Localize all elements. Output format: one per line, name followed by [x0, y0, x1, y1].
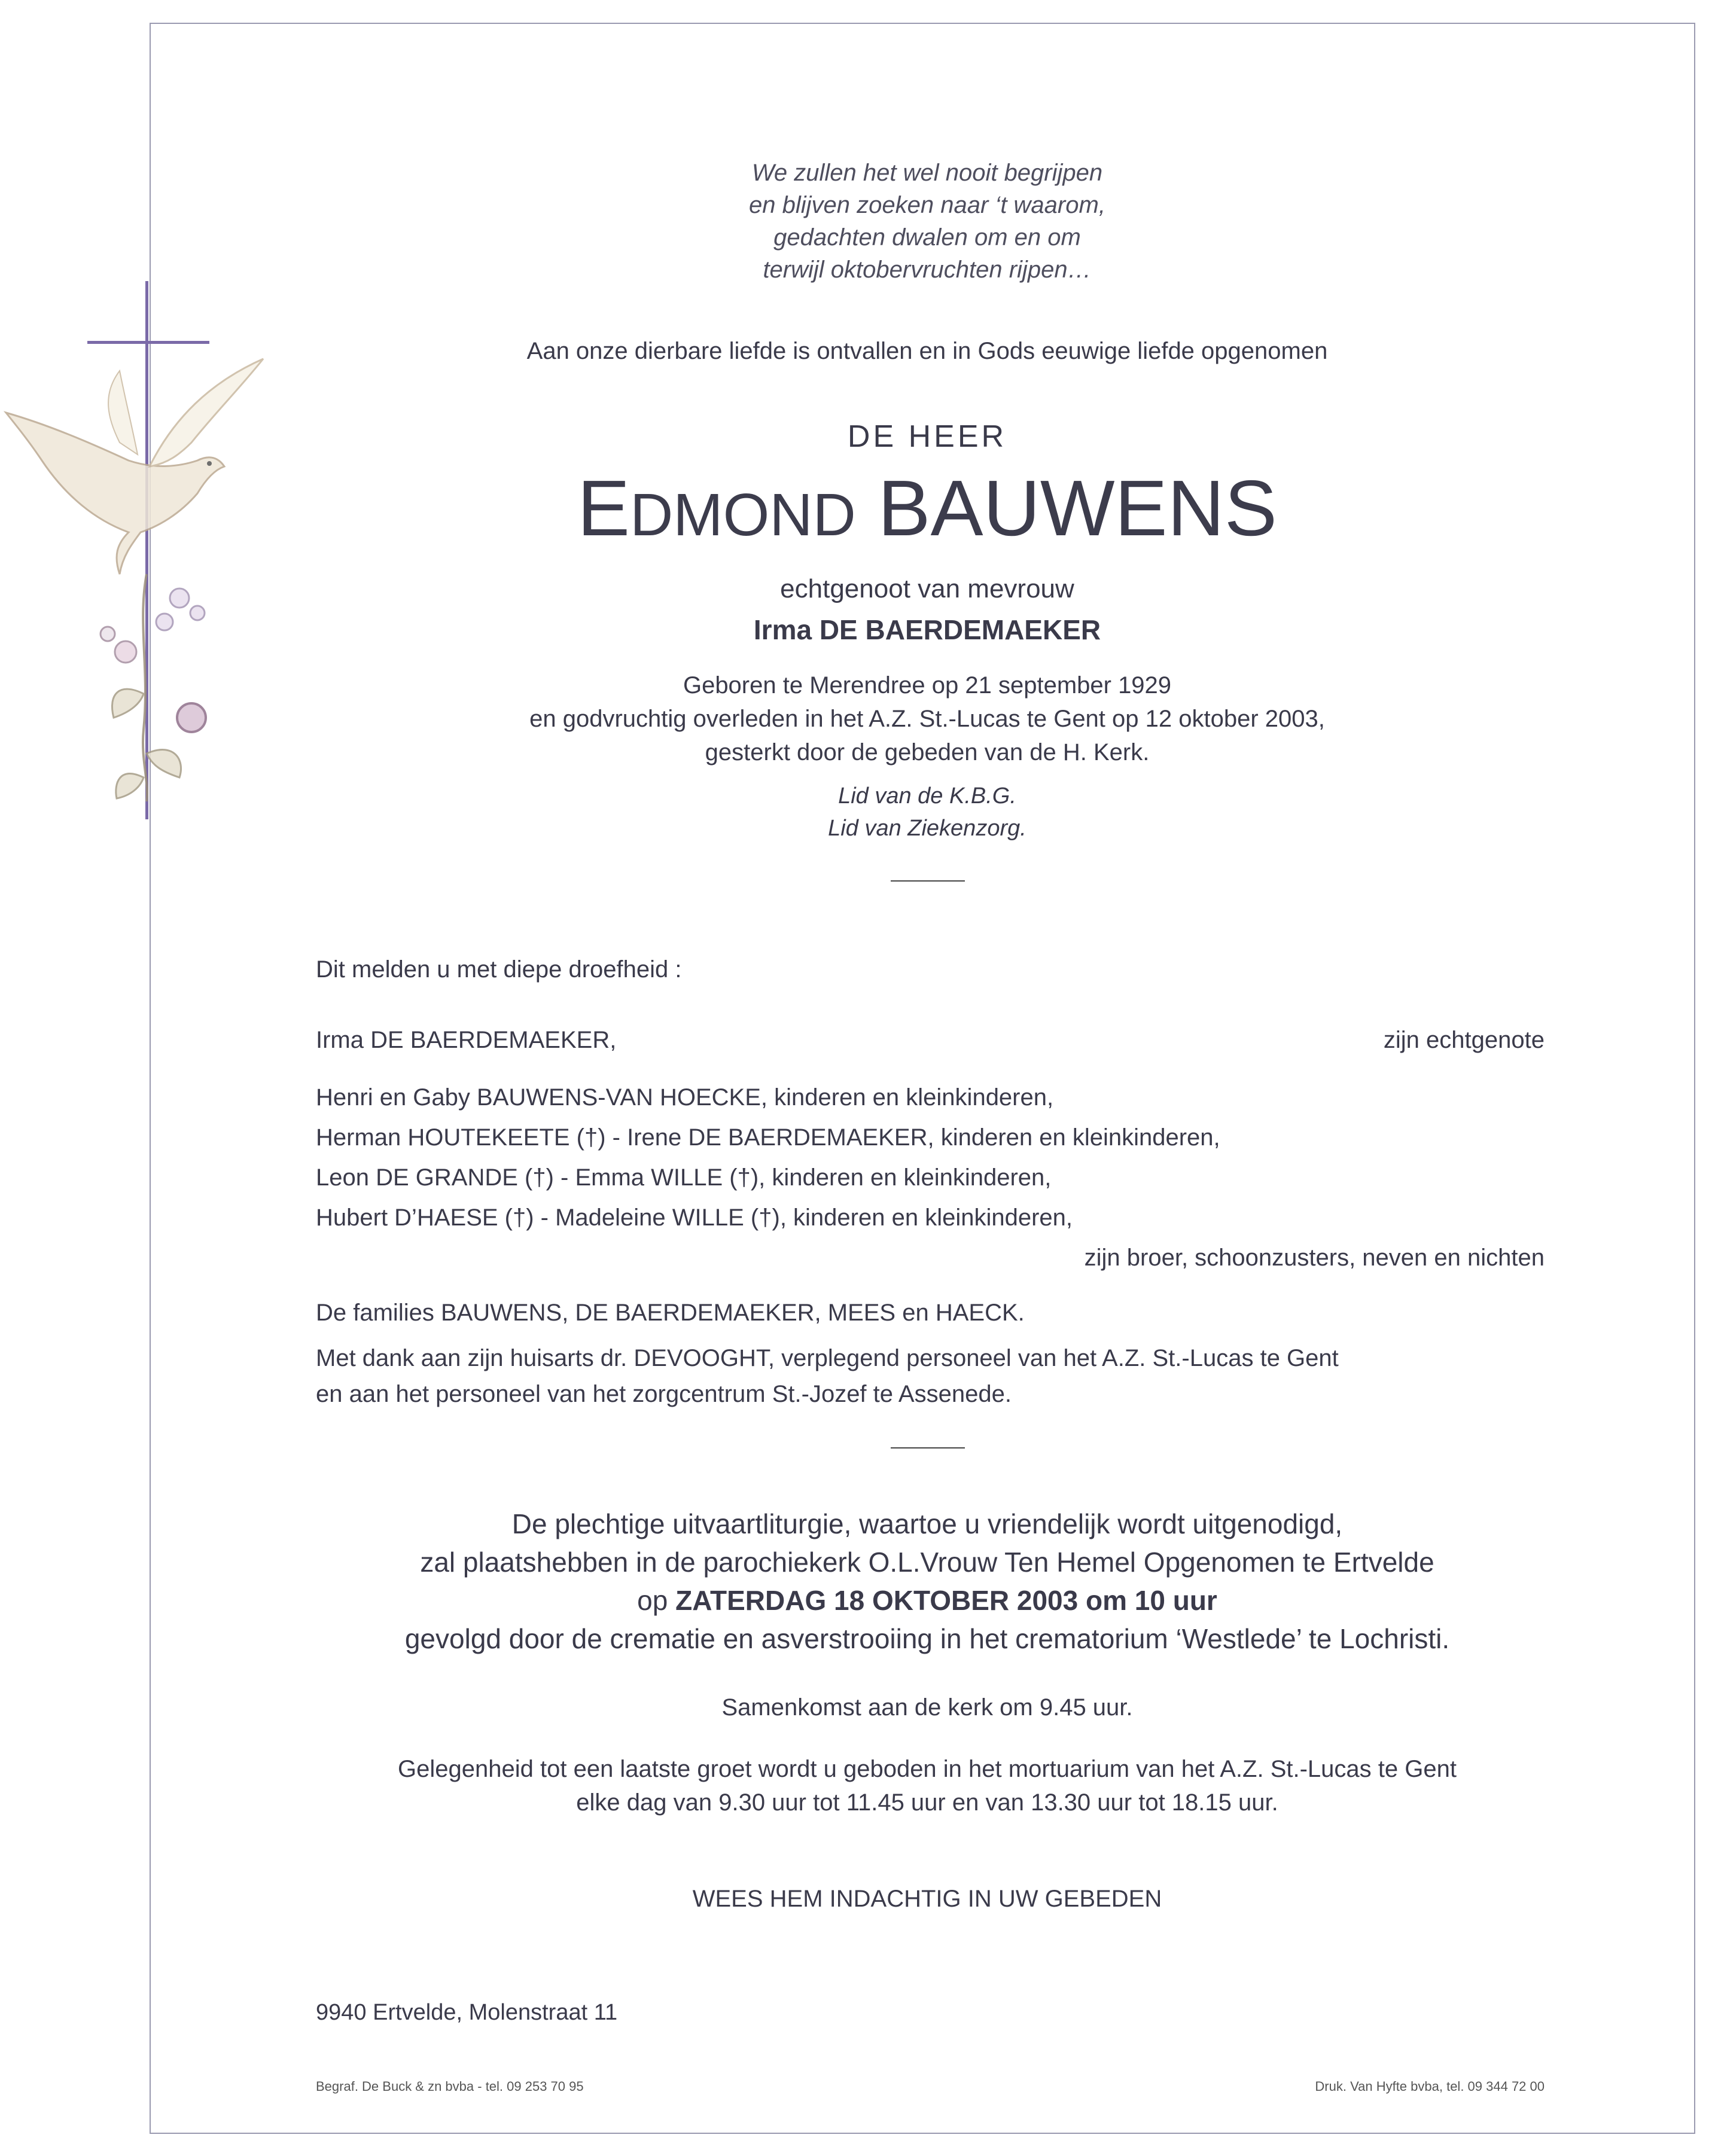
divider	[891, 880, 965, 882]
memorial-poem	[299, 157, 1555, 286]
visitation-info	[299, 1752, 1555, 1819]
poem-line: en blijven zoeken naar ‘t waarom,	[749, 192, 1105, 218]
poem-line: gedachten dwalen om en om	[773, 224, 1081, 251]
prayer-request: WEES HEM INDACHTIG IN UW GEBEDEN	[692, 1886, 1162, 1912]
info-line: en godvruchtig overleden in het A.Z. St.-Lucas te Gent op 12 oktober 2003,	[529, 706, 1325, 732]
thanks-line: en aan het personeel van het zorgcentrum St.-Jozef te Assenede.	[316, 1381, 1012, 1407]
families-text: De families BAUWENS, DE BAERDEMAEKER, MEES en HAECK.	[316, 1300, 1025, 1326]
family-line: Hubert D’HAESE (†) - Madeleine WILLE (†), kinderen en kleinkinderen,	[316, 1204, 1073, 1231]
undertaker-footer: Begraf. De Buck & zn bvba - tel. 09 253 70 95	[316, 2079, 584, 2094]
visit-line: elke dag van 9.30 uur tot 11.45 uur en van 13.30 uur tot 18.15 uur.	[576, 1789, 1278, 1816]
family-role: zijn broer, schoonzusters, neven en nichten	[1084, 1245, 1545, 1271]
printer-footer: Druk. Van Hyfte bvba, tel. 09 344 72 00	[1315, 2079, 1545, 2094]
first-name-rest: DMOND	[630, 481, 856, 548]
info-line: Geboren te Merendree op 21 september 1929	[683, 672, 1172, 699]
family-line: Leon DE GRANDE (†) - Emma WILLE (†), kinderen en kleinkinderen,	[316, 1164, 1052, 1191]
intro-text: Aan onze dierbare liefde is ontvallen en in Gods eeuwige liefde opgenomen	[526, 338, 1328, 364]
visit-line: Gelegenheid tot een laatste groet wordt u geboden in het mortuarium van het A.Z. St.-Lucas te Gent	[398, 1756, 1457, 1782]
thanks-line: Met dank aan zijn huisarts dr. DEVOOGHT, verplegend personeel van het A.Z. St.-Lucas te Gent	[316, 1345, 1339, 1371]
funeral-line: De plechtige uitvaartliturgie, waartoe u vriendelijk wordt uitgenodigd,	[511, 1508, 1343, 1539]
funeral-line: zal plaatshebben in de parochiekerk O.L.Vrouw Ten Hemel Opgenomen te Ertvelde	[420, 1547, 1434, 1578]
deceased-name	[299, 463, 1555, 560]
membership-line: Lid van de K.B.G.	[838, 783, 1016, 809]
widow-name: Irma DE BAERDEMAEKER,	[316, 1027, 617, 1053]
family-line: Henri en Gaby BAUWENS-VAN HOECKE, kinderen en kleinkinderen,	[316, 1084, 1054, 1111]
info-line: gesterkt door de gebeden van de H. Kerk.	[705, 739, 1150, 766]
spouse-prefix: echtgenoot van mevrouw	[780, 574, 1074, 603]
dove-icon	[6, 359, 263, 574]
family-address: 9940 Ertvelde, Molenstraat 11	[316, 2000, 618, 2025]
widow-role: zijn echtgenote	[1383, 1027, 1545, 1053]
honorific: DE HEER	[847, 419, 1007, 454]
funeral-line: gevolgd door de crematie en asverstrooiing in het crematorium ‘Westlede’ te Lochristi.	[404, 1623, 1450, 1654]
funeral-details	[299, 1505, 1555, 1658]
funeral-date-line	[299, 1581, 1555, 1620]
memberships	[299, 780, 1555, 844]
meeting-info: Samenkomst aan de kerk om 9.45 uur.	[721, 1694, 1133, 1721]
poem-line: terwijl oktobervruchten rijpen…	[763, 257, 1092, 283]
divider	[891, 1447, 965, 1448]
poem-line: We zullen het wel nooit begrijpen	[751, 160, 1103, 186]
family-line: Herman HOUTEKEETE (†) - Irene DE BAERDEMAEKER, kinderen en kleinkinderen,	[316, 1124, 1220, 1151]
announce-text: Dit melden u met diepe droefheid :	[316, 956, 682, 983]
membership-line: Lid van Ziekenzorg.	[828, 816, 1026, 841]
funeral-date: ZATERDAG 18 OKTOBER 2003 om 10 uur	[675, 1585, 1217, 1616]
cross-icon	[145, 281, 148, 819]
dove-cross-flower-ornament	[0, 263, 275, 837]
birth-death-info	[299, 669, 1555, 769]
first-name-initial: E	[577, 464, 630, 552]
spouse-name: Irma DE BAERDEMAEKER	[753, 614, 1101, 645]
last-name: BAUWENS	[878, 464, 1277, 552]
flower-icon	[100, 574, 206, 801]
funeral-date-prefix: op	[637, 1585, 676, 1616]
